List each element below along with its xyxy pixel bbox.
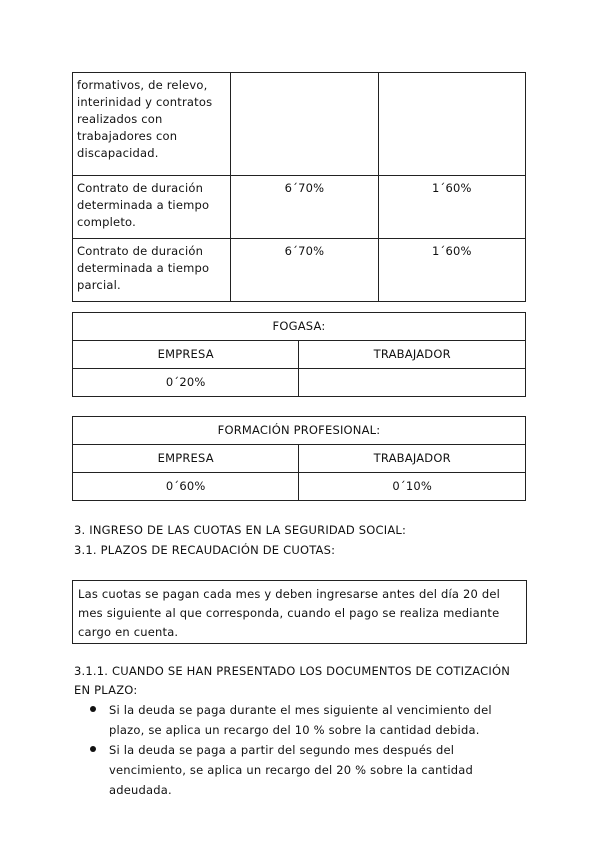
table-row bbox=[73, 239, 526, 302]
section-3-1-1-heading: 3.1.1. CUANDO SE HAN PRESENTADO LOS DOCUMENTOS DE COTIZACIÓN EN PLAZO: bbox=[74, 664, 511, 697]
list-item bbox=[74, 740, 524, 800]
bullet-icon bbox=[90, 746, 96, 752]
table-row bbox=[73, 73, 526, 176]
list-item-text: Si la deuda se paga durante el mes siguiente al vencimiento del plazo, se aplica un recargo del 10 % sobre la cantidad debida. bbox=[109, 703, 492, 737]
fogasa-title: FOGASA: bbox=[73, 313, 526, 341]
list-item bbox=[74, 700, 524, 740]
list-item-text: Si la deuda se paga a partir del segundo mes después del vencimiento, se aplica un recargo del 20 % sobre la cantidad adeudada. bbox=[109, 743, 473, 797]
concept-cell: Contrato de duración determinada a tiempo completo. bbox=[73, 176, 231, 239]
section-3-1-heading: 3.1. PLAZOS DE RECAUDACIÓN DE CUOTAS: bbox=[74, 543, 336, 557]
payment-deadline-box: Las cuotas se pagan cada mes y deben ingresarse antes del día 20 del mes siguiente al que corresponda, cuando el pago se realiza mediante cargo en cuenta. bbox=[72, 580, 527, 644]
empresa-header: EMPRESA bbox=[73, 445, 299, 473]
trabajador-rate-cell bbox=[378, 73, 525, 176]
table-row bbox=[73, 369, 526, 397]
trabajador-value bbox=[299, 369, 526, 397]
fogasa-table bbox=[72, 312, 526, 397]
table-row bbox=[73, 176, 526, 239]
empresa-value: 0´60% bbox=[73, 473, 299, 501]
trabajador-rate-cell: 1´60% bbox=[378, 176, 525, 239]
table-row bbox=[73, 313, 526, 341]
section-3-heading: 3. INGRESO DE LAS CUOTAS EN LA SEGURIDAD SOCIAL: bbox=[74, 523, 407, 537]
formacion-title: FORMACIÓN PROFESIONAL: bbox=[73, 417, 526, 445]
empresa-header: EMPRESA bbox=[73, 341, 299, 369]
empresa-rate-cell: 6´70% bbox=[231, 239, 378, 302]
formacion-profesional-table bbox=[72, 416, 526, 501]
trabajador-value: 0´10% bbox=[299, 473, 526, 501]
surcharge-list bbox=[74, 700, 524, 800]
bullet-icon bbox=[90, 706, 96, 712]
trabajador-rate-cell: 1´60% bbox=[378, 239, 525, 302]
trabajador-header: TRABAJADOR bbox=[299, 445, 526, 473]
table-row bbox=[73, 341, 526, 369]
concept-cell: Contrato de duración determinada a tiempo parcial. bbox=[73, 239, 231, 302]
table-row bbox=[73, 417, 526, 445]
empresa-value: 0´20% bbox=[73, 369, 299, 397]
empresa-rate-cell: 6´70% bbox=[231, 176, 378, 239]
trabajador-header: TRABAJADOR bbox=[299, 341, 526, 369]
concept-cell: formativos, de relevo, interinidad y contratos realizados con trabajadores con discapacidad. bbox=[73, 73, 231, 176]
table-row bbox=[73, 445, 526, 473]
table-row bbox=[73, 473, 526, 501]
contribution-rates-table bbox=[72, 72, 526, 302]
empresa-rate-cell bbox=[231, 73, 378, 176]
